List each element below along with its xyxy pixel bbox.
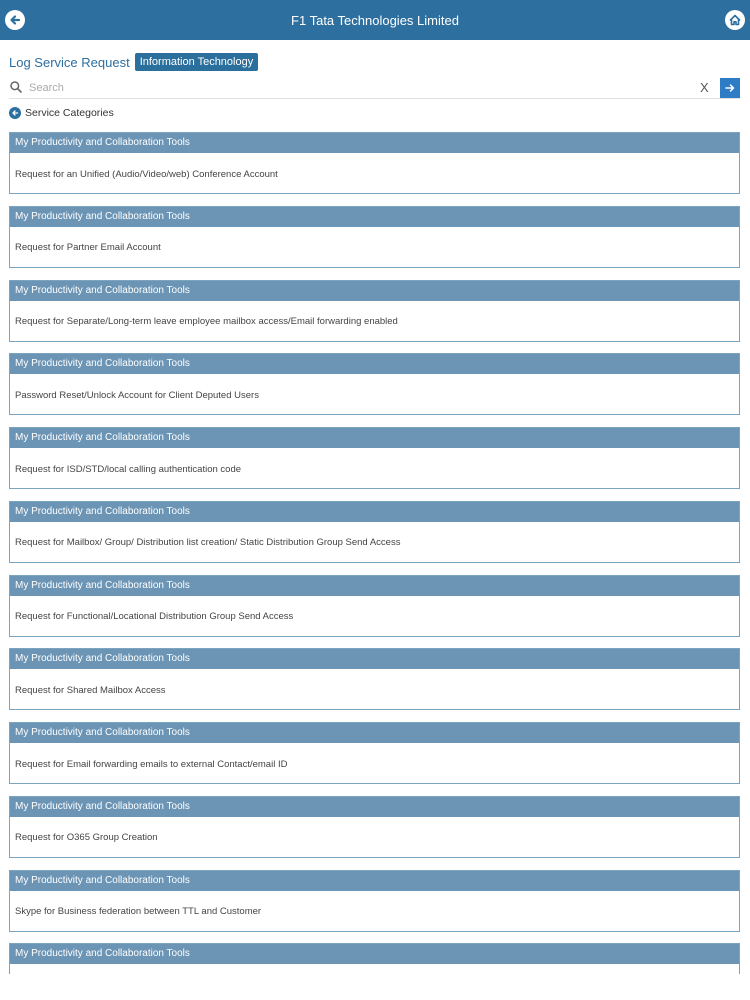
request-card[interactable] bbox=[9, 206, 740, 268]
app-title: F1 Tata Technologies Limited bbox=[291, 12, 459, 28]
request-category: My Productivity and Collaboration Tools bbox=[10, 797, 739, 817]
request-category: My Productivity and Collaboration Tools bbox=[10, 354, 739, 374]
request-card[interactable] bbox=[9, 575, 740, 637]
request-title: Request for Functional/Locational Distribution Group Send Access bbox=[15, 611, 294, 622]
service-categories-link[interactable] bbox=[9, 106, 114, 120]
search-bar bbox=[9, 78, 740, 99]
department-badge[interactable]: Information Technology bbox=[135, 53, 259, 71]
request-category: My Productivity and Collaboration Tools bbox=[10, 723, 739, 743]
clear-search-button[interactable]: X bbox=[700, 80, 709, 95]
request-category: My Productivity and Collaboration Tools bbox=[10, 871, 739, 891]
arrow-left-icon bbox=[8, 13, 22, 27]
request-title: Request for Partner Email Account bbox=[15, 242, 161, 254]
request-card[interactable] bbox=[9, 132, 740, 194]
request-card[interactable] bbox=[9, 722, 740, 784]
arrow-right-icon bbox=[724, 82, 736, 94]
request-card[interactable] bbox=[9, 353, 740, 415]
request-title: Skype for Business federation between TTL and Customer bbox=[15, 906, 262, 917]
request-title: Password Reset/Unlock Account for Client Deputed Users bbox=[15, 389, 259, 401]
request-category: My Productivity and Collaboration Tools bbox=[10, 502, 739, 522]
request-category: My Productivity and Collaboration Tools bbox=[10, 649, 739, 669]
home-button[interactable] bbox=[725, 10, 745, 30]
request-title: Request for O365 Group Creation bbox=[15, 832, 158, 844]
request-card[interactable] bbox=[9, 943, 740, 974]
request-card[interactable] bbox=[9, 280, 740, 342]
request-category: My Productivity and Collaboration Tools bbox=[10, 207, 739, 227]
request-title: Request for Email forwarding emails to external Contact/email ID bbox=[15, 758, 288, 770]
request-category: My Productivity and Collaboration Tools bbox=[10, 133, 739, 153]
search-input[interactable] bbox=[29, 79, 669, 97]
service-request-list bbox=[9, 132, 740, 986]
request-card[interactable] bbox=[9, 648, 740, 710]
request-title: Request for ISD/STD/local calling authentication code bbox=[15, 463, 242, 475]
service-categories-label: Service Categories bbox=[25, 107, 114, 119]
page-title: Log Service Request bbox=[9, 54, 130, 70]
request-title bbox=[10, 964, 739, 974]
request-title: Request for an Unified (Audio/Video/web) Conference Account bbox=[15, 168, 278, 180]
request-category: My Productivity and Collaboration Tools bbox=[10, 281, 739, 301]
search-icon bbox=[9, 80, 23, 94]
home-icon bbox=[728, 13, 742, 27]
back-button[interactable] bbox=[5, 10, 25, 30]
request-category: My Productivity and Collaboration Tools bbox=[10, 576, 739, 596]
request-card[interactable] bbox=[9, 870, 740, 932]
request-title: Request for Shared Mailbox Access bbox=[15, 684, 166, 696]
app-header bbox=[0, 0, 750, 40]
request-title: Request for Separate/Long-term leave employee mailbox access/Email forwarding enabled bbox=[15, 316, 398, 327]
request-title: Request for Mailbox/ Group/ Distribution list creation/ Static Distribution Group Send Access bbox=[15, 537, 401, 549]
page-header bbox=[9, 52, 258, 72]
request-category: My Productivity and Collaboration Tools bbox=[10, 944, 739, 964]
request-category: My Productivity and Collaboration Tools bbox=[10, 428, 739, 448]
back-circle-icon bbox=[9, 107, 21, 119]
request-card[interactable] bbox=[9, 796, 740, 858]
search-go-button[interactable] bbox=[720, 78, 740, 98]
request-card[interactable] bbox=[9, 427, 740, 489]
request-card[interactable] bbox=[9, 501, 740, 563]
